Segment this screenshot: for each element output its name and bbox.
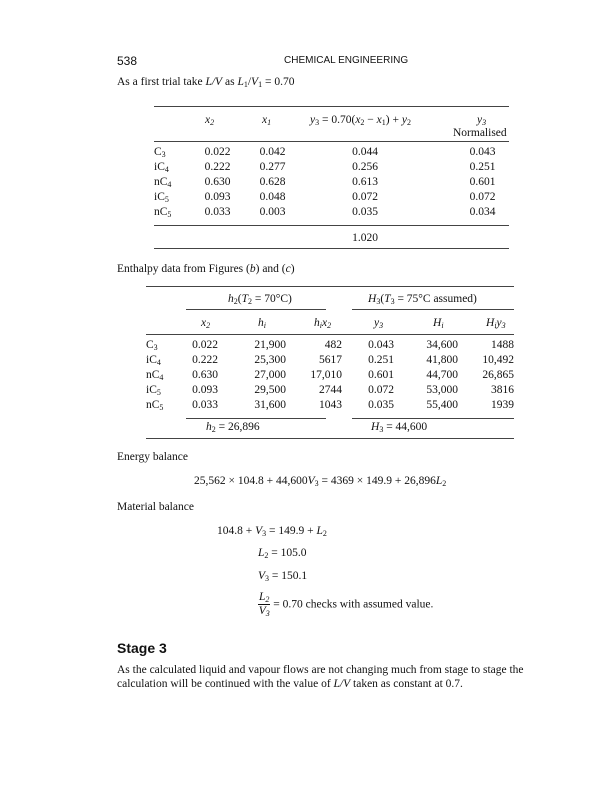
- t1-cell-y3: 0.072: [352, 191, 378, 203]
- t1-cell-x1: 0.048: [259, 191, 286, 203]
- t1-head-y3: $y_3$: [477, 114, 487, 127]
- table2-top-rule: [146, 286, 514, 287]
- table2-bottom-rule: [146, 438, 514, 439]
- t1-head-normalised: Normalised: [453, 127, 507, 139]
- t1-cell-x2: 0.033: [204, 206, 231, 218]
- t2-group1-header: $h_2(T_2 = 70^\circ C)$: [228, 293, 292, 306]
- t1-total: 1.020: [352, 232, 378, 244]
- material-eq3: $V_3 = 150.1$: [258, 570, 308, 583]
- t2-H3-total: $H_3 = 44,600$: [371, 421, 428, 434]
- table1-total-rule: [154, 225, 509, 226]
- t2-cell-Hiy3: 1939: [491, 399, 514, 411]
- running-title: CHEMICAL ENGINEERING: [284, 55, 409, 66]
- t1-cell-norm: 0.072: [469, 191, 496, 203]
- t1-cell-x2: 0.222: [204, 161, 231, 173]
- t2-cell-Hi: 41,800: [426, 354, 458, 366]
- material-eq4: $\frac{L_2}{V_3}$ = 0.70 checks with assumed value.: [258, 591, 434, 618]
- t2-cell-hix2: 1043: [319, 399, 342, 411]
- t2-cell-y3: 0.072: [368, 384, 394, 396]
- t2-head-hix2: $h_ix_2$: [314, 317, 332, 330]
- fraction: $\frac{L_2}{V_3}$: [258, 591, 270, 618]
- t2-cell-x2: 0.033: [192, 399, 218, 411]
- t2-cell-y3: 0.251: [368, 354, 394, 366]
- t1-head-x2: $x_2$: [205, 114, 215, 127]
- material-balance-label: Material balance: [117, 501, 194, 513]
- t2-cell-Hi: 44,700: [426, 369, 458, 381]
- stage3-heading: Stage 3: [117, 640, 167, 656]
- t2-cell-Hi: 55,400: [426, 399, 458, 411]
- t1-cell-x2: 0.093: [204, 191, 231, 203]
- t2-cell-y3: 0.035: [368, 399, 394, 411]
- t2-cell-hi: 25,300: [254, 354, 286, 366]
- t2-head-y3: $y_3$: [374, 317, 384, 330]
- t2-group2-header: $H_3(T_3 = 75^\circ C$ assumed): [368, 293, 477, 306]
- t2-cell-Hiy3: 1488: [491, 339, 514, 351]
- energy-balance-label: Energy balance: [117, 451, 188, 463]
- t2-cell-Hiy3: 3816: [491, 384, 514, 396]
- t1-cell-y3: 0.613: [352, 176, 378, 188]
- t2-head-Hi: $H_i$: [433, 317, 444, 330]
- t2-component: $C_3$: [146, 339, 158, 352]
- t2-group2-rule: [352, 309, 514, 310]
- t2-head-x2: $x_2$: [201, 317, 211, 330]
- stage3-line2: calculation will be continued with the value of L/V taken as constant at 0.7.: [117, 678, 463, 690]
- t1-cell-x2: 0.630: [204, 176, 231, 188]
- t2-cell-hi: 21,900: [254, 339, 286, 351]
- t1-component: $nC_4$: [154, 176, 172, 189]
- energy-balance-equation: $25,562 \times 104.8 + 44,600V_3 = 4369 \times 149.9 + 26,896L_2$: [194, 475, 447, 488]
- t2-cell-x2: 0.093: [192, 384, 218, 396]
- t2-cell-Hiy3: 10,492: [482, 354, 514, 366]
- t2-cell-hix2: 2744: [319, 384, 342, 396]
- t2-h2-total: $h_2 = 26,896$: [206, 421, 260, 434]
- table1-bottom-rule: [154, 248, 509, 249]
- t2-component: $iC_5$: [146, 384, 161, 397]
- t1-cell-x1: 0.277: [259, 161, 286, 173]
- enthalpy-intro: Enthalpy data from Figures (b) and (c): [117, 263, 295, 275]
- t2-cell-hi: 29,500: [254, 384, 286, 396]
- t2-component: $nC_5$: [146, 399, 164, 412]
- t1-cell-y3: 0.035: [352, 206, 378, 218]
- t1-head-x1: $x_1$: [262, 114, 272, 127]
- t2-cell-hix2: 482: [324, 339, 342, 351]
- t1-cell-x2: 0.022: [204, 146, 231, 158]
- t1-component: $nC_5$: [154, 206, 172, 219]
- t2-component: $nC_4$: [146, 369, 164, 382]
- table2-head-rule: [146, 334, 514, 335]
- t1-cell-x1: 0.042: [259, 146, 286, 158]
- t2-cell-x2: 0.630: [192, 369, 218, 381]
- t2-component: $iC_4$: [146, 354, 161, 367]
- t1-cell-y3: 0.044: [352, 146, 378, 158]
- t2-head-hi: $h_i$: [258, 317, 266, 330]
- t1-cell-norm: 0.043: [469, 146, 496, 158]
- material-eq1: $104.8 + V_3 = 149.9 + L_2$: [217, 525, 327, 538]
- t2-total1-rule: [186, 418, 326, 419]
- stage3-line1: As the calculated liquid and vapour flows are not changing much from stage to stage the: [117, 664, 524, 676]
- t2-cell-hi: 27,000: [254, 369, 286, 381]
- t1-component: $iC_5$: [154, 191, 169, 204]
- table1-top-rule: [154, 106, 509, 107]
- t2-cell-hi: 31,600: [254, 399, 286, 411]
- t2-cell-Hiy3: 26,865: [482, 369, 514, 381]
- t2-cell-Hi: 34,600: [426, 339, 458, 351]
- t1-cell-norm: 0.601: [469, 176, 496, 188]
- t1-cell-x1: 0.003: [259, 206, 286, 218]
- t2-total2-rule: [352, 418, 514, 419]
- t1-component: $iC_4$: [154, 161, 169, 174]
- t1-cell-norm: 0.251: [469, 161, 496, 173]
- t2-cell-hix2: 17,010: [310, 369, 342, 381]
- page-number: 538: [117, 54, 138, 68]
- t1-cell-y3: 0.256: [352, 161, 378, 173]
- t2-cell-y3: 0.601: [368, 369, 394, 381]
- table1-head-rule: [154, 141, 509, 142]
- ratio-expression: L/V as $L_1/V_1 = 0.70$: [205, 76, 295, 89]
- t2-head-Hiy3: $H_iy_3$: [486, 317, 506, 330]
- t1-cell-norm: 0.034: [469, 206, 496, 218]
- t2-cell-Hi: 53,000: [426, 384, 458, 396]
- trial-intro-text: As a first trial take: [117, 76, 203, 88]
- material-eq2: $L_2 = 105.0$: [258, 547, 307, 560]
- t1-head-y3-formula: $y_3 = 0.70(x_2 - x_1) + y_2$: [310, 114, 411, 127]
- t1-component: $C_3$: [154, 146, 166, 159]
- t2-cell-hix2: 5617: [319, 354, 342, 366]
- t1-cell-x1: 0.628: [259, 176, 286, 188]
- t2-group1-rule: [186, 309, 326, 310]
- t2-cell-x2: 0.022: [192, 339, 218, 351]
- trial-intro: [117, 76, 294, 88]
- t2-cell-y3: 0.043: [368, 339, 394, 351]
- t2-cell-x2: 0.222: [192, 354, 218, 366]
